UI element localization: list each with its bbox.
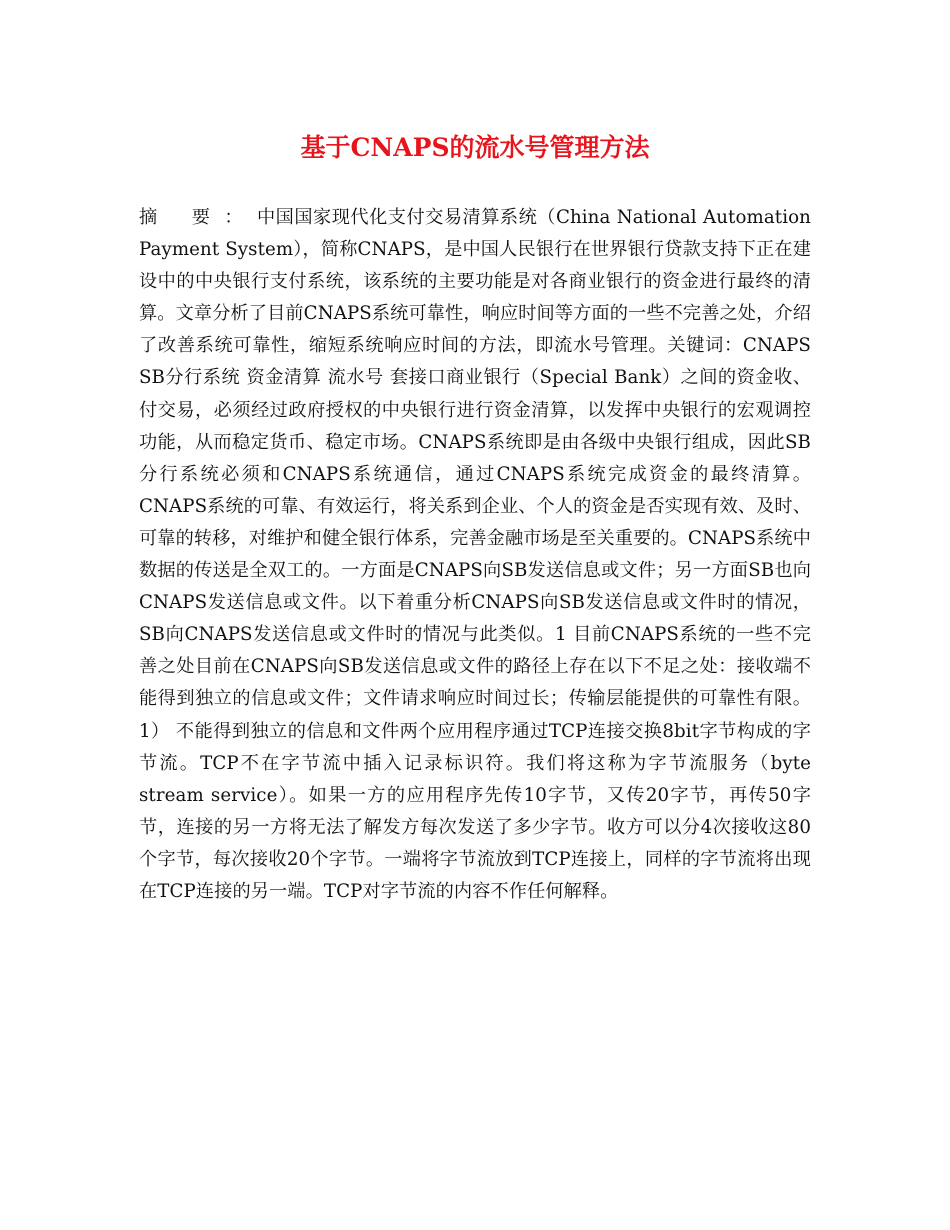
abstract-label: 摘 要： xyxy=(139,207,257,228)
document-body xyxy=(139,202,811,908)
abstract-body-text: 中国国家现代化支付交易清算系统（China National Automation Payment System），简称CNAPS，是中国人民银行在世界银行贷款支持下正在建设中的中央银行支付系统，该系统的主要功能是对各商业银行的资金进行最终的清算。文章分析了目前CNAPS系统可靠性，响应时间等方面的一些不完善之处，介绍了改善系统可靠性，缩短系统响应时间的方法，即流水号管理。关键词：CNAPS SB分行系统 资金清算 流水号 套接口商业银行（Special Bank）之间的资金收、付交易，必须经过政府授权的中央银行进行资金清算，以发挥中央银行的宏观调控功能，从而稳定货币、稳定市场。CNAPS系统即是由各级中央银行组成，因此SB分行系统必须和CNAPS系统通信，通过CNAPS系统完成资金的最终清算。CNAPS系统的可靠、有效运行，将关系到企业、个人的资金是否实现有效、及时、可靠的转移，对维护和健全银行体系，完善金融市场是至关重要的。CNAPS系统中数据的传送是全双工的。一方面是CNAPS向SB发送信息或文件；另一方面SB也向CNAPS发送信息或文件。以下着重分析CNAPS向SB发送信息或文件时的情况，SB向CNAPS发送信息或文件时的情况与此类似。1 目前CNAPS系统的一些不完善之处目前在CNAPS向SB发送信息或文件的路径上存在以下不足之处：接收端不能得到独立的信息或文件；文件请求响应时间过长；传输层能提供的可靠性有限。1） 不能得到独立的信息和文件两个应用程序通过TCP连接交换8bit字节构成的字节流。TCP不在字节流中插入记录标识符。我们将这称为字节流服务（byte stream service）。如果一方的应用程序先传10字节，又传20字节，再传50字节，连接的另一方将无法了解发方每次发送了多少字节。收方可以分4次接收这80个字节，每次接收20个字节。一端将字节流放到TCP连接上，同样的字节流将出现在TCP连接的另一端。TCP对字节流的内容不作任何解释。 xyxy=(139,207,811,902)
document-title: 基于CNAPS的流水号管理方法 xyxy=(300,133,650,162)
